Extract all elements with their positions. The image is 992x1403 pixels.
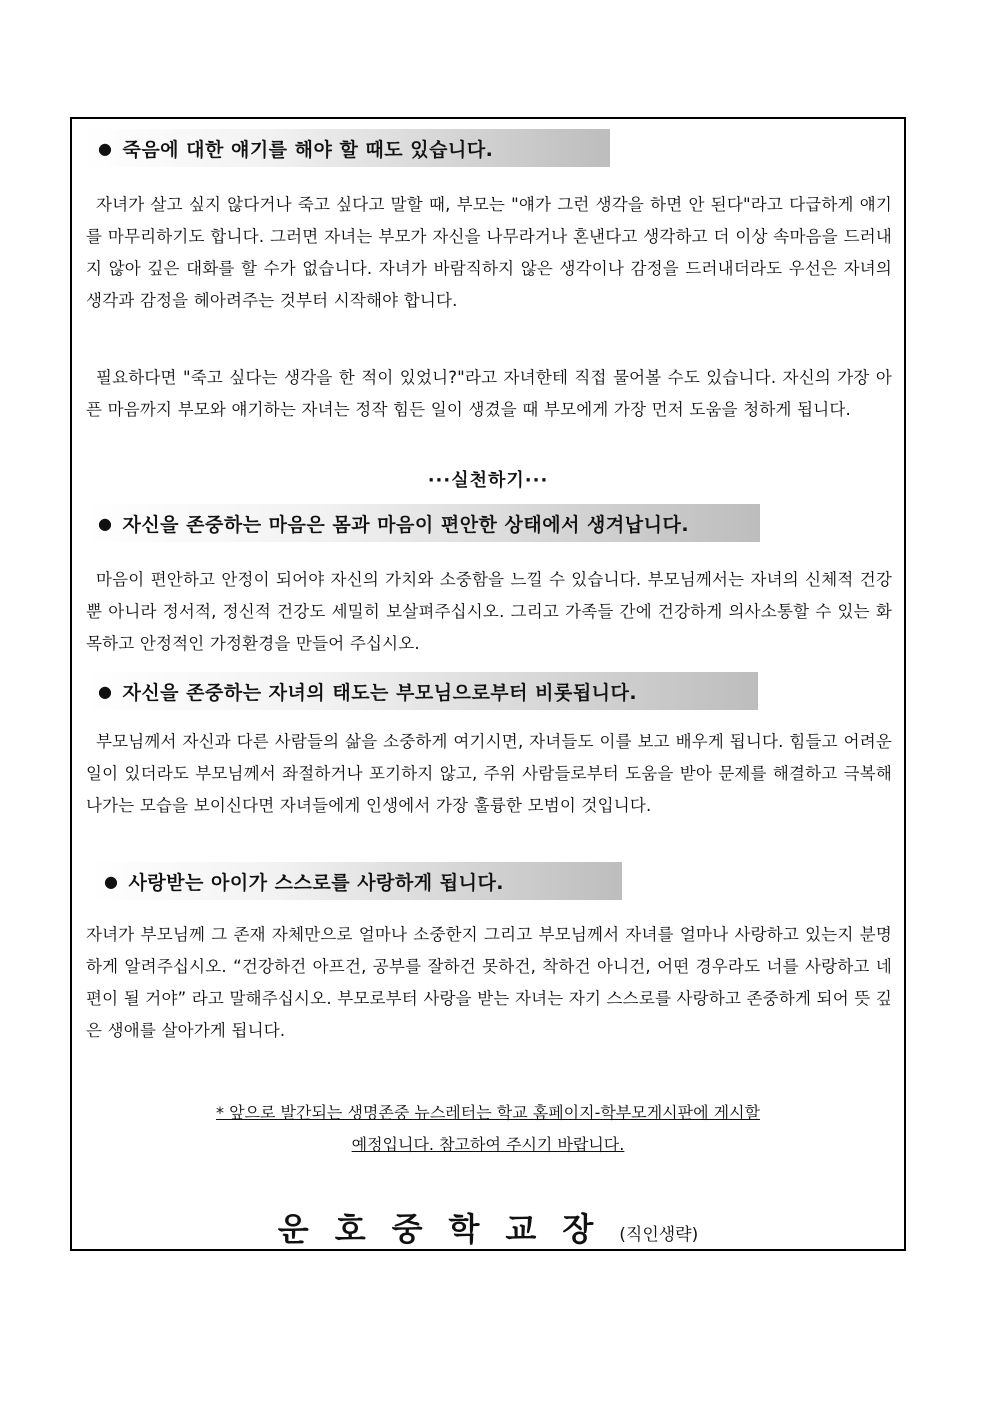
bullet-icon: ● [98, 681, 113, 701]
bullet-icon: ● [104, 871, 119, 891]
paragraph: 마음이 편안하고 안정이 되어야 자신의 가치와 소중함을 느낄 수 있습니다. 부모님께서는 자녀의 신체적 건강 뿐 아니라 정서적, 정신적 건강도 세밀히 보살펴주십시오. 그리고 가족들 간에 건강하게 의사소통할 수 있는 화목하고 안정적인 가정환경을 만들어 주십시오. [86, 570, 892, 653]
paragraph: 필요하다면 "죽고 싶다는 생각을 한 적이 있었니?"라고 자녀한테 직접 물어볼 수도 있습니다. 자신의 가장 아픈 마음까지 부모와 얘기하는 자녀는 정작 힘든 일이 생겼을 때 부모에게 가장 먼저 도움을 청하게 됩니다. [86, 368, 892, 419]
section-heading-parent-attitude [84, 672, 758, 710]
bullet-icon: ● [98, 513, 113, 533]
practice-title: ···실천하기··· [427, 470, 549, 491]
website-notice [72, 1097, 904, 1161]
bullet-icon: ● [98, 138, 113, 158]
signature-block [72, 1204, 904, 1250]
seal-omitted-note: (직인생략) [619, 1225, 699, 1245]
section-heading-loved-child [90, 862, 622, 900]
section-heading-self-respect-mind [84, 504, 760, 542]
notice-line-2: 예정입니다. 참고하여 주시기 바랍니다. [351, 1135, 625, 1154]
newsletter-frame [70, 117, 906, 1251]
section-heading-text: 자신을 존중하는 마음은 몸과 마음이 편안한 상태에서 생겨납니다. [122, 513, 690, 536]
paragraph: 자녀가 살고 싶지 않다거나 죽고 싶다고 말할 때, 부모는 "얘가 그런 생각을 하면 안 된다"라고 다급하게 얘기를 마무리하기도 합니다. 그러면 자녀는 부모가 자신을 나무라거나 혼낸다고 생각하고 더 이상 속마음을 드러내지 않아 깊은 대화를 할 수가 없습니다. 자녀가 바람직하지 않은 생각이나 감정을 드러내더라도 우선은 자녀의 생각과 감정을 헤아려주는 것부터 시작해야 합니다. [86, 195, 892, 310]
section-heading-text: 사랑받는 아이가 스스로를 사랑하게 됩니다. [128, 871, 505, 894]
section-heading-text: 자신을 존중하는 자녀의 태도는 부모님으로부터 비롯됩니다. [122, 681, 638, 704]
section-heading-death-talk [84, 129, 610, 167]
principal-signature: 운호중학교장 [277, 1210, 620, 1248]
paragraph: 자녀가 부모님께 그 존재 자체만으로 얼마나 소중한지 그리고 부모님께서 자녀를 얼마나 사랑하고 있는지 분명하게 알려주십시오. “건강하건 아프건, 공부를 잘하건 못하건, 착하건 아니건, 어떤 경우라도 너를 사랑하고 네 편이 될 거야” 라고 말해주십시오. 부모로부터 사랑을 받는 자녀는 자기 스스로를 사랑하고 존중하게 되어 뜻 깊은 생애를 살아가게 됩니다. [86, 925, 892, 1040]
paragraph: 부모님께서 자신과 다른 사람들의 삶을 소중하게 여기시면, 자녀들도 이를 보고 배우게 됩니다. 힘들고 어려운 일이 있더라도 부모님께서 좌절하거나 포기하지 않고, 주위 사람들로부터 도움을 받아 문제를 해결하고 극복해나가는 모습을 보이신다면 자녀들에게 인생에서 가장 훌륭한 모범이 것입니다. [86, 732, 892, 815]
section-heading-text: 죽음에 대한 얘기를 해야 할 때도 있습니다. [122, 138, 494, 161]
notice-line-1: * 앞으로 발간되는 생명존중 뉴스레터는 학교 홈페이지-학부모게시판에 게시할 [216, 1103, 760, 1122]
